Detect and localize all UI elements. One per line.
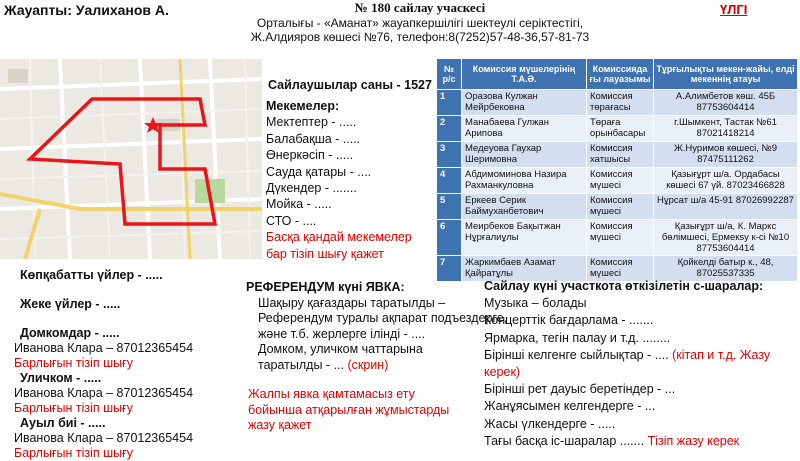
events-block: [484, 278, 800, 450]
referendum-heading: РЕФЕРЕНДУМ күні ЯВКА:: [246, 280, 405, 294]
street-contact: Иванова Клара – 87012365454: [14, 386, 194, 400]
institutions-block: [266, 98, 412, 262]
event-item: Жасы үлкендерге - .....: [484, 416, 616, 431]
member-address: А.Алимбетов көш. 45Б 87753604414: [654, 90, 798, 116]
institution-item: СТО - ....: [266, 213, 317, 228]
member-role: Комиссия төрағасы: [587, 90, 654, 116]
event-item-other: [484, 433, 800, 450]
institution-item: Мойка - .....: [266, 197, 332, 212]
member-address: г.Шымкент, Тастак №61 87021418214: [654, 116, 798, 142]
row-num: 5: [437, 194, 462, 220]
member-role: Төраға орынбасары: [587, 116, 654, 142]
table-row: [437, 142, 798, 168]
responsible-title: Жауапты: Уалиханов А.: [4, 2, 169, 18]
table-row: [437, 194, 798, 220]
row-num: 2: [437, 116, 462, 142]
table-row: [437, 220, 798, 256]
event-item: Жанұясымен келгендерге - ...: [484, 399, 656, 414]
condo-committees: Домкомдар - .....: [20, 326, 120, 340]
street-note: Барлығын тізіп шығу: [14, 401, 133, 415]
voters-count: Сайлаушылар саны - 1527: [268, 78, 432, 92]
member-name: Манабаева Гулжан Арипова: [462, 116, 587, 142]
condo-contact: Иванова Клара – 87012365454: [14, 341, 194, 355]
member-address: Ж.Нуримов көшесі, №9 87475111262: [654, 142, 798, 168]
referendum-note: жазу қажет: [248, 418, 312, 432]
member-name: Жаркимбаев Азамат Қайратұлы: [462, 256, 587, 282]
station-address: Ж.Алдияров көшесі №76, телефон:8(7252)57-48-36,57-81-73: [250, 30, 590, 44]
institutions-note: Басқа қандай мекемелер: [266, 230, 412, 245]
member-role: Комиссия мүшесі: [587, 168, 654, 194]
station-org: Орталығы - «Аманат» жауапкершілігі шектеулі серіктестігі,: [256, 15, 584, 30]
row-num: 3: [437, 142, 462, 168]
member-name: Еркеев Серик Баймуханбетович: [462, 194, 587, 220]
multi-storey-houses: Көпқабатты үйлер - .....: [20, 268, 163, 282]
events-heading: Сайлау күні участкота өткізілетін с-шаралар:: [484, 279, 764, 293]
screenshot-note: (скрин): [347, 357, 389, 372]
institution-item: Сауда қатары - ....: [266, 164, 372, 179]
member-address: Қазығұрт ш/а. Ордабасы көшесі 67 үй. 87023466828: [654, 168, 798, 194]
row-num: 7: [437, 256, 462, 282]
institutions-heading: Мекемелер:: [266, 99, 340, 113]
member-name: Медеуова Гаухар Шеримовна: [462, 142, 587, 168]
referendum-line: және т.б. жерлерге ілінді - ....: [258, 326, 426, 341]
referendum-line-chats: [258, 358, 507, 374]
private-houses: Жеке үйлер - .....: [20, 297, 121, 311]
village-elders: Ауыл биі - .....: [20, 416, 106, 430]
member-name: Абдимоминова Назира Рахманкуловна: [462, 168, 587, 194]
member-role: Комиссия мүшесі: [587, 256, 654, 282]
event-item: Бірінші рет дауыс беретіндер - ...: [484, 382, 676, 397]
referendum-line: Домком, уличком чаттарына: [258, 342, 423, 356]
member-role: Комиссия хатшысы: [587, 142, 654, 168]
member-address: Қазығұрт ш/а, К. Маркс бөлімшесі, Ермекsу к-сі №10 87753604414: [654, 220, 798, 256]
referendum-chats: таратылды - ...: [258, 357, 344, 372]
village-note: Барлығын тізіп шығу: [14, 446, 133, 460]
member-role: Комиссия мүшесі: [587, 194, 654, 220]
referendum-line: Шақыру қағаздары таратылды –: [258, 295, 446, 310]
row-num: 4: [437, 168, 462, 194]
col-header-role: Комиссияда ғы лауазымы: [587, 59, 654, 90]
table-row: [437, 168, 798, 194]
referendum-block: [246, 280, 508, 434]
event-gifts-note: (кітап и т.д. Жазу керек): [484, 347, 771, 380]
event-item: Концерттік бағдарлама - .......: [484, 313, 654, 328]
district-map: [0, 59, 262, 259]
table-header-row: [437, 59, 798, 90]
street-committees: Уличком - .....: [20, 371, 102, 385]
member-address: Нұрсат ш/а 45-91 87026992287: [654, 194, 798, 220]
row-num: 1: [437, 90, 462, 116]
houses-block: [14, 268, 194, 461]
village-contact: Иванова Клара – 87012365454: [14, 431, 194, 445]
institution-item: Өнеркәсіп - .....: [266, 148, 354, 163]
member-name: Меирбеков Бақытжан Нұрғалиұлы: [462, 220, 587, 256]
condo-note: Барлығын тізіп шығу: [14, 356, 133, 370]
station-number: № 180 сайлау учаскесі: [354, 0, 486, 15]
event-item: Музыка – болады: [484, 296, 587, 311]
sample-label: ҮЛГІ: [720, 2, 748, 17]
institutions-note: бар тізіп шығу қажет: [266, 246, 384, 261]
institution-item: Мектептер - .....: [266, 115, 357, 130]
referendum-note: бойынша атқарылған жұмыстарды: [248, 402, 450, 417]
event-other: Тағы басқа іс-шаралар .......: [484, 433, 645, 448]
institution-item: Дүкендер - .......: [266, 181, 357, 196]
row-num: 6: [437, 220, 462, 256]
referendum-note: Жалпы явка қамтамасыз ету: [248, 387, 415, 401]
event-item-gifts: [484, 347, 800, 381]
commission-table: [436, 58, 798, 282]
event-gifts: Бірінші келгенге сыйлықтар - ....: [484, 347, 669, 362]
event-other-note: Тізіп жазу керек: [647, 433, 740, 448]
table-row: [437, 116, 798, 142]
member-role: Комиссия мүшесі: [587, 220, 654, 256]
station-header: [200, 1, 640, 45]
map-svg: [0, 59, 262, 259]
institution-item: Балабақша - .....: [266, 131, 361, 146]
col-header-num: № р/с: [437, 59, 462, 90]
col-header-address: Тұрғылықты мекен-жайы, елді мекеннің атауы: [654, 59, 798, 90]
event-item: Ярмарка, тегін палау и т.д. ........: [484, 330, 671, 345]
table-row: [437, 90, 798, 116]
member-name: Оразова Кулжан Мейрбековна: [462, 90, 587, 116]
col-header-name: Комиссия мүшелерінің Т.А.Ә.: [462, 59, 587, 90]
member-address: Қойкелді батыр к., 48, 87025537335: [654, 256, 798, 282]
referendum-line: Референдум туралы ақпарат подъездерге,: [258, 311, 508, 325]
